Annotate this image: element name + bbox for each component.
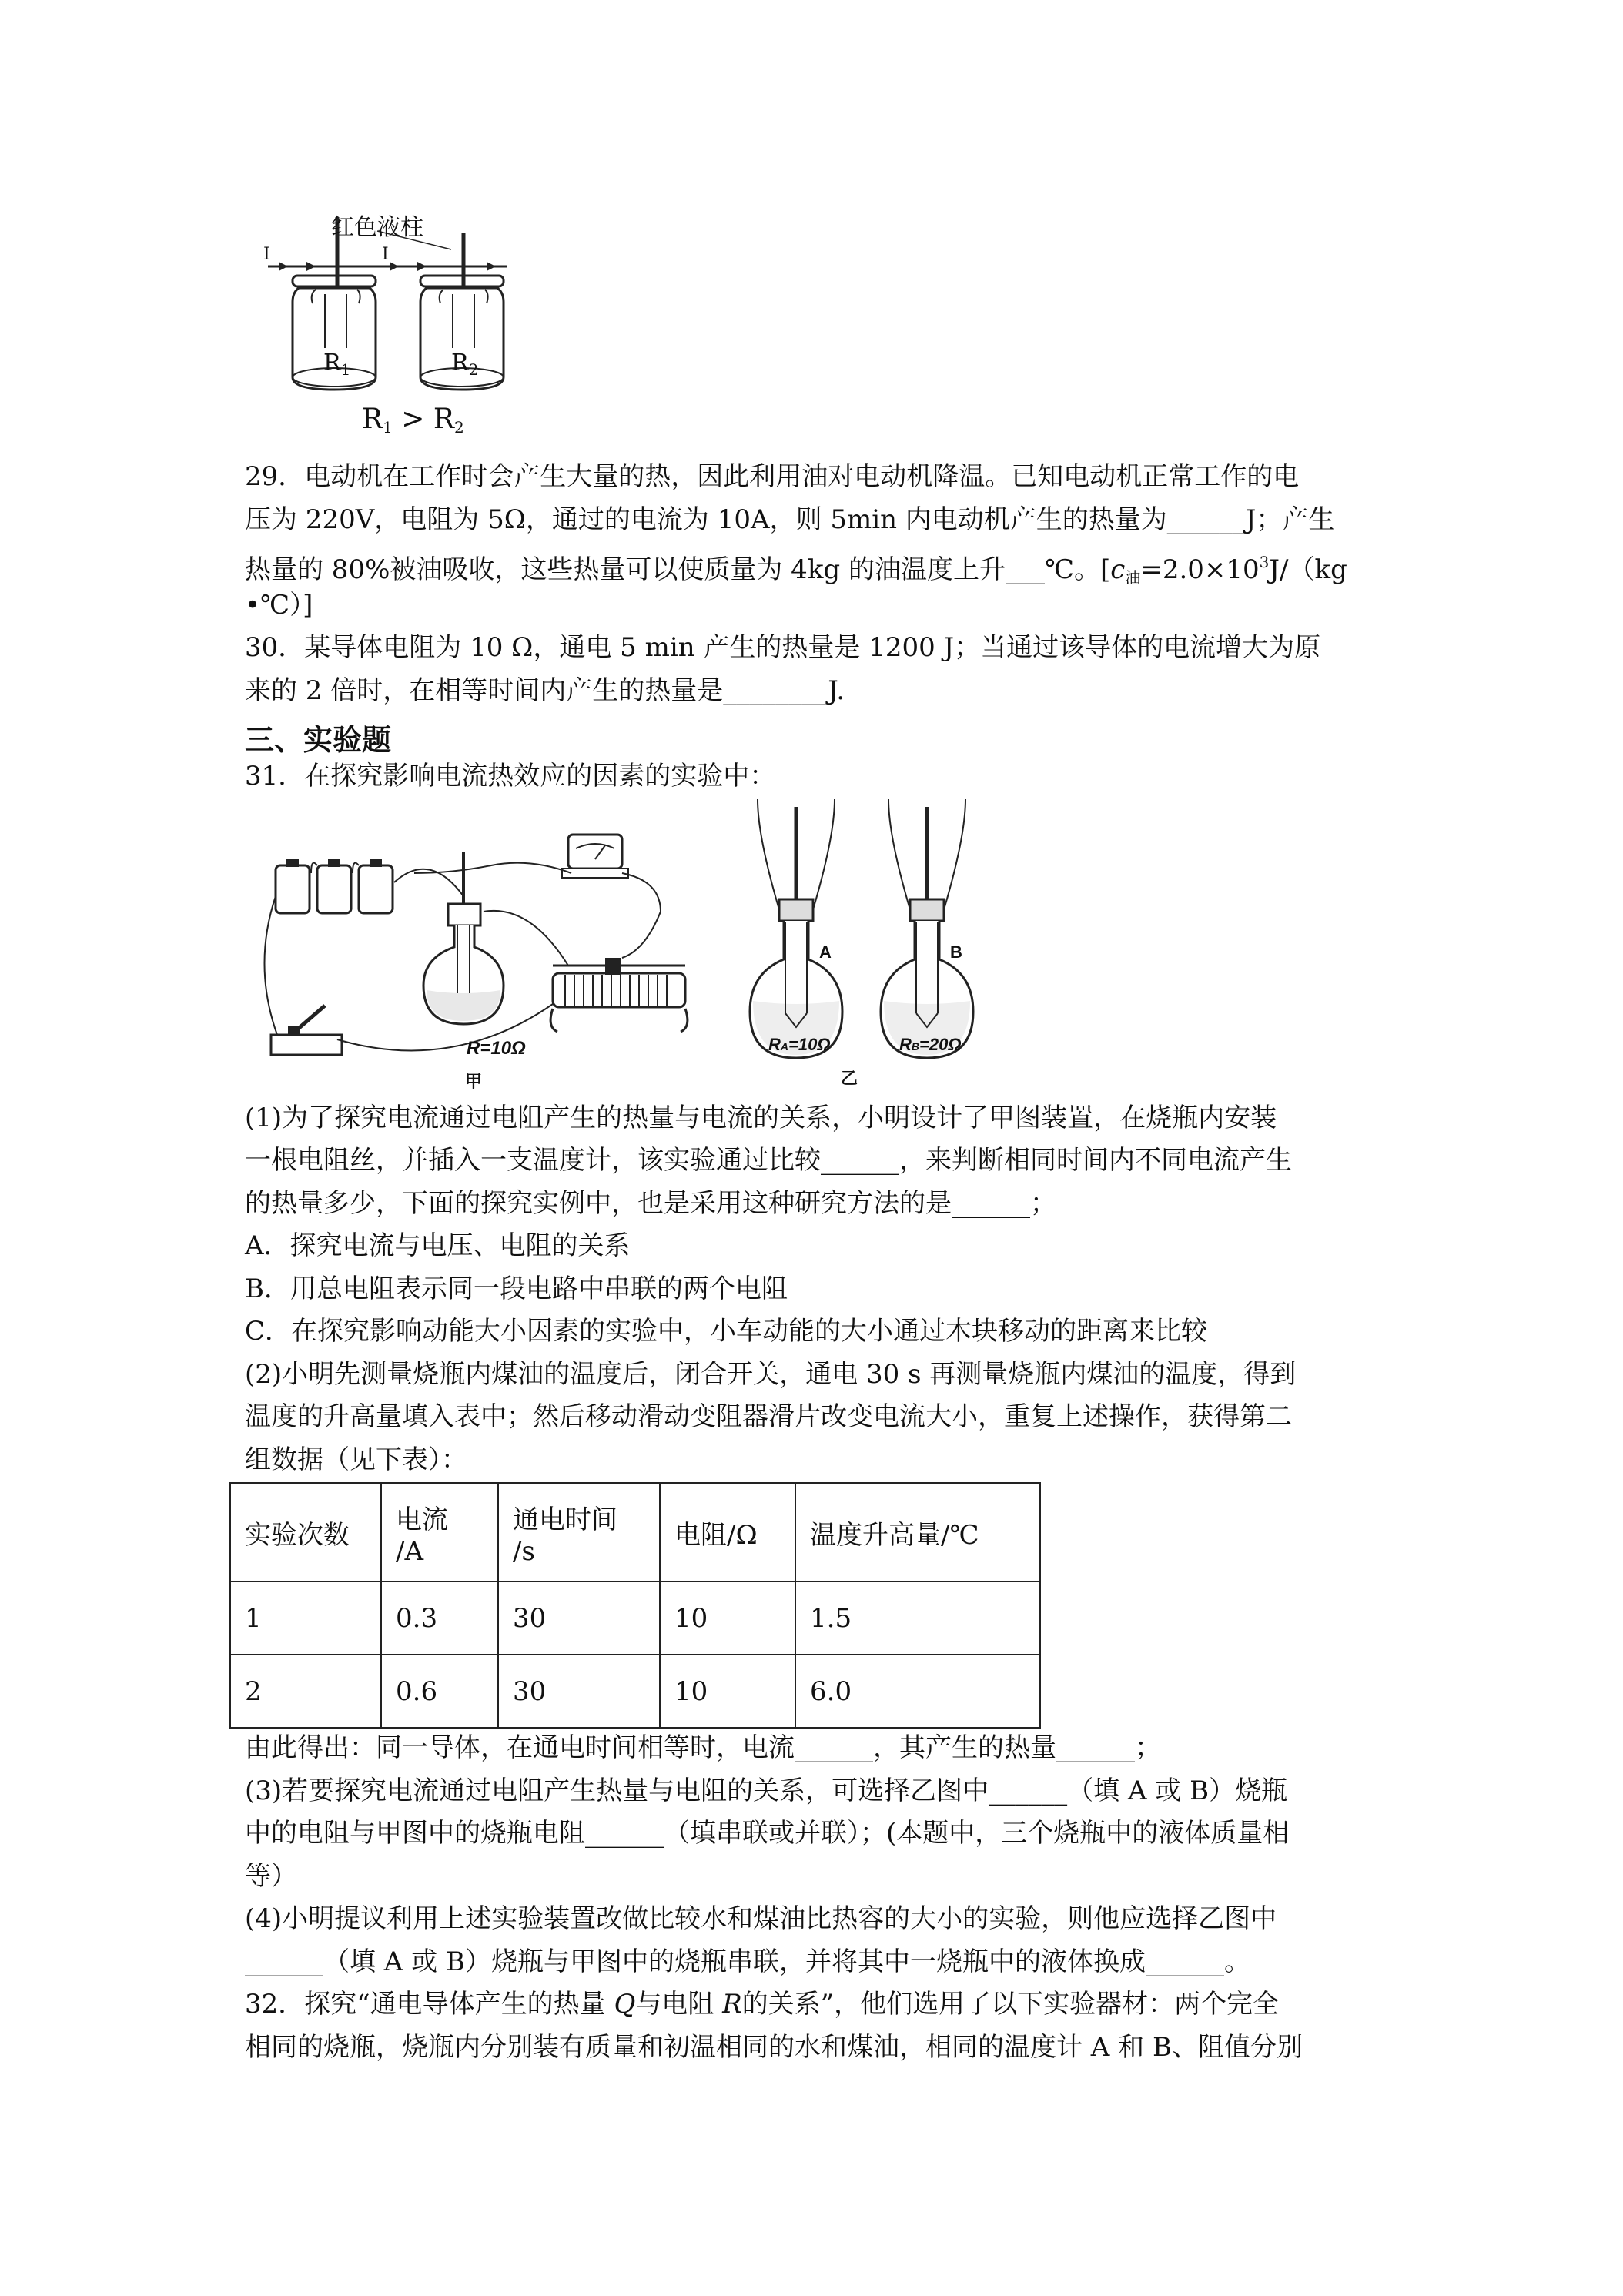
jia-resistance-label: R=10Ω xyxy=(467,1038,526,1059)
q31-conclusion: 由此得出：同一导体，在通电时间相等时，电流______，其产生的热量______； xyxy=(245,1732,1161,1763)
q30-line-2: 来的 2 倍时，在相等时间内产生的热量是________J. xyxy=(245,675,845,706)
q30-line-1: 30．某导体电阻为 10 Ω，通电 5 min 产生的热量是 1200 J；当通过该导体的电流增大为原 xyxy=(245,632,1321,663)
q31-p4-line-2: ______（填 A 或 B）烧瓶与甲图中的烧瓶串联，并将其中一烧瓶中的液体换成______。 xyxy=(245,1946,1250,1977)
table-cell: 30 xyxy=(498,1655,660,1728)
table-cell: 10 xyxy=(660,1581,795,1655)
q31-p2-line-1: (2)小明先测量烧瓶内煤油的温度后，闭合开关，通电 30 s 再测量烧瓶内煤油的温度，得到 xyxy=(245,1359,1297,1390)
figure-yi-flasks xyxy=(735,799,996,1092)
table-cell: 0.3 xyxy=(381,1581,498,1655)
table-cell: 30 xyxy=(498,1581,660,1655)
figure1-caption: $R_1 > R_2$ xyxy=(362,403,464,437)
q31-p2-line-3: 组数据（见下表）： xyxy=(245,1444,467,1475)
q31-p3-line-1: (3)若要探究电流通过电阻产生热量与电阻的关系，可选择乙图中______（填 A 或 B）烧瓶 xyxy=(245,1776,1288,1806)
q32-line-1: 32．探究“通电导体产生的热量 Q与电阻 R的关系”，他们选用了以下实验器材：两个完全 xyxy=(245,1989,1280,2020)
current-label-mid: I xyxy=(382,245,389,264)
table-cell: 0.6 xyxy=(381,1655,498,1728)
ra-label: RA=10Ω xyxy=(768,1035,831,1054)
q29-line-4: •℃）] xyxy=(245,590,313,621)
table-row xyxy=(230,1655,1040,1728)
table-header-cell: 实验次数 xyxy=(230,1483,381,1581)
q31-p1-line-3: 的热量多少，下面的探究实例中，也是采用这种研究方法的是______； xyxy=(245,1188,1056,1219)
table-header-row xyxy=(230,1483,1040,1581)
q29-line-1: 29．电动机在工作时会产生大量的热，因此利用油对电动机降温。已知电动机正常工作的电 xyxy=(245,461,1300,492)
table-header-cell: 电流 /A xyxy=(381,1483,498,1581)
table-cell: 2 xyxy=(230,1655,381,1728)
table-header-cell: 温度升高量/℃ xyxy=(795,1483,1040,1581)
table-row xyxy=(230,1581,1040,1655)
figure-two-jars xyxy=(262,202,524,440)
q31-intro: 31．在探究影响电流热效应的因素的实验中： xyxy=(245,761,776,792)
table-cell: 10 xyxy=(660,1655,795,1728)
q31-p1-line-1: (1)为了探究电流通过电阻产生的热量与电流的关系，小明设计了甲图装置，在烧瓶内安装 xyxy=(245,1103,1277,1133)
q31-p4-line-1: (4)小明提议利用上述实验装置改做比较水和煤油比热容的大小的实验，则他应选择乙图中 xyxy=(245,1903,1277,1934)
liquid-column-label: 红色液柱 xyxy=(331,214,423,241)
jia-caption: 甲 xyxy=(465,1072,483,1091)
table-cell: 1.5 xyxy=(795,1581,1040,1655)
q32-line-2: 相同的烧瓶，烧瓶内分别装有质量和初温相同的水和煤油，相同的温度计 A 和 B、阻值分别 xyxy=(245,2032,1303,2063)
table-cell: 6.0 xyxy=(795,1655,1040,1728)
q31-p3-line-3: 等） xyxy=(245,1861,297,1892)
section-3-title: 三、实验题 xyxy=(245,723,392,757)
rb-label: RB=20Ω xyxy=(899,1035,962,1054)
yi-caption: 乙 xyxy=(841,1069,858,1088)
q31-p1-line-2: 一根电阻丝，并插入一支温度计，该实验通过比较______，来判断相同时间内不同电流产生 xyxy=(245,1145,1292,1176)
table-header-cell: 电阻/Ω xyxy=(660,1483,795,1581)
table-cell: 1 xyxy=(230,1581,381,1655)
q31-p2-line-2: 温度的升高量填入表中；然后移动滑动变阻器滑片改变电流大小，重复上述操作，获得第二 xyxy=(245,1401,1292,1432)
figure-jia-circuit xyxy=(260,812,722,1089)
flask-b-label: B xyxy=(950,942,962,962)
flask-a-label: A xyxy=(819,942,832,962)
current-label-left: I xyxy=(263,245,270,264)
experiment-table xyxy=(229,1482,1041,1729)
table-header-cell: 通电时间 /s xyxy=(498,1483,660,1581)
q31-p3-line-2: 中的电阻与甲图中的烧瓶电阻______（填串联或并联）；(本题中，三个烧瓶中的液体质量相 xyxy=(245,1818,1290,1849)
q29-line-2: 压为 220V，电阻为 5Ω，通过的电流为 10A，则 5min 内电动机产生的热量为______J；产生 xyxy=(245,504,1335,535)
q31-option-a: A．探究电流与电压、电阻的关系 xyxy=(245,1230,631,1261)
q29-line-3: 热量的 80%被油吸收，这些热量可以使质量为 4kg 的油温度上升___℃。[$c_油=2.0\times 10^3J/(kg$ xyxy=(245,553,1347,587)
q31-option-c: C．在探究影响动能大小因素的实验中，小车动能的大小通过木块移动的距离来比较 xyxy=(245,1316,1208,1347)
q31-option-b: B．用总电阻表示同一段电路中串联的两个电阻 xyxy=(245,1274,788,1304)
resistor-r1-label: $R_1$ xyxy=(323,350,351,379)
resistor-r2-label: $R_2$ xyxy=(451,350,479,379)
